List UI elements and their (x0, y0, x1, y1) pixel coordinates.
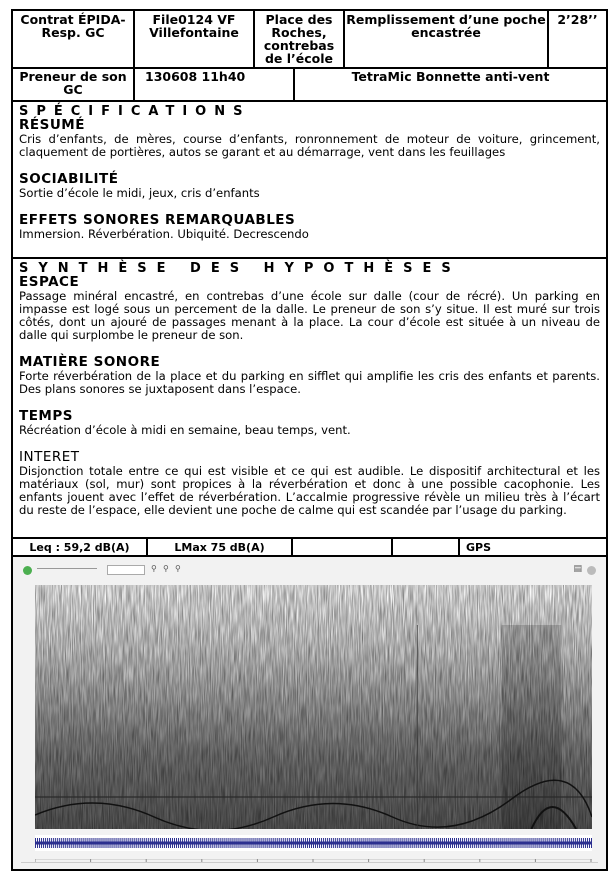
specifications-heading: SPÉCIFICATIONS (19, 104, 251, 119)
spectrogram-panel (13, 557, 606, 869)
volume-slider[interactable] (37, 568, 97, 569)
temps-title: TEMPS (19, 408, 73, 424)
header-row (13, 11, 606, 69)
waveform-image (35, 835, 592, 851)
gps-cell: GPS (466, 541, 492, 554)
time-axis (35, 852, 592, 860)
place-cell: Place des Roches, contrebas de l’école (255, 11, 345, 67)
interet-title: INTERET (19, 449, 80, 465)
synthese-section (13, 259, 606, 539)
spectrogram-plot (35, 585, 592, 829)
lmax-cell: LMax 75 dB(A) (148, 539, 293, 555)
zoom-out-icon[interactable]: ⚲ (175, 564, 181, 573)
recording-row (13, 69, 606, 102)
spectrogram-image (35, 585, 592, 829)
measures-row (13, 539, 606, 557)
effets-text: Immersion. Réverbération. Ubiquité. Decrescendo (19, 227, 309, 241)
settings-icon[interactable] (587, 566, 596, 575)
matiere-text: Forte réverbération de la place et du parking en sifflet qui amplifie les cris des enfants et parents. Des plans sonores se juxtaposent dans l’espace. (19, 369, 600, 396)
level-select[interactable] (107, 565, 145, 575)
waveform (35, 835, 592, 851)
play-icon[interactable] (23, 566, 32, 575)
equipment-cell: TetraMic Bonnette anti-vent (351, 69, 550, 84)
zoom-in-icon[interactable]: ⚲ (163, 564, 169, 573)
file-cell: File0124 VF Villefontaine (135, 11, 255, 67)
zoom-icon[interactable]: ⚲ (151, 564, 157, 573)
matiere-title: MATIÈRE SONORE (19, 354, 161, 370)
spectrogram-toolbar (21, 563, 598, 577)
temps-text: Récréation d’école à midi en semaine, beau temps, vent. (19, 423, 351, 437)
status-bar (21, 862, 598, 867)
resume-title: RÉSUMÉ (19, 117, 85, 133)
recordist-cell: Preneur de son GC (13, 69, 135, 100)
duration-cell: 2’28’’ (557, 12, 598, 27)
espace-text: Passage minéral encastré, en contrebas d’une école sur dalle (cour de récré). Un parking en impasse est logé sous un percement de la dalle. Le preneur de son s’y situe. Il est muré sur trois côtés, dont un ajouré de passages menant à la place. La cour d’école est située à un niveau de dalle qui surplombe le preneur de son. (19, 289, 600, 342)
print-icon[interactable]: ▤ (573, 564, 582, 574)
sociabilite-title: SOCIABILITÉ (19, 171, 119, 187)
datetime-cell: 130608 11h40 (135, 69, 295, 100)
resume-text: Cris d’enfants, de mères, course d’enfants, ronronnement de moteur de voiture, grincement, claquement de portières, autos se garant et au démarrage, vent dans les feuillages (19, 132, 600, 159)
empty-cell (293, 539, 393, 555)
analysis-sheet (11, 9, 608, 871)
contract-cell: Contrat ÉPIDA- Resp. GC (13, 11, 135, 67)
synthese-heading: SYNTHÈSE DES HYPOTHÈSES (19, 261, 461, 276)
empty-cell-2 (393, 539, 460, 555)
sociabilite-text: Sortie d’école le midi, jeux, cris d’enfants (19, 186, 260, 200)
effets-title: EFFETS SONORES REMARQUABLES (19, 212, 296, 228)
leq-cell: Leq : 59,2 dB(A) (13, 539, 148, 555)
interet-text: Disjonction totale entre ce qui est visible et ce qui est audible. Le dispositif architectural et les matériaux (sol, mur) sont propices à la réverbération et donc à une possible cacophonie. Les enfants jouent avec l’effet de réverbération. L’accalmie progressive révèle un milieu très à l’écart du reste de l’espace, elle devient une poche de calme qui est scandée par l’usage du parking. (19, 464, 600, 517)
specifications-section (13, 102, 606, 259)
title-cell: Remplissement d’une poche encastrée (345, 11, 549, 67)
espace-title: ESPACE (19, 274, 80, 290)
